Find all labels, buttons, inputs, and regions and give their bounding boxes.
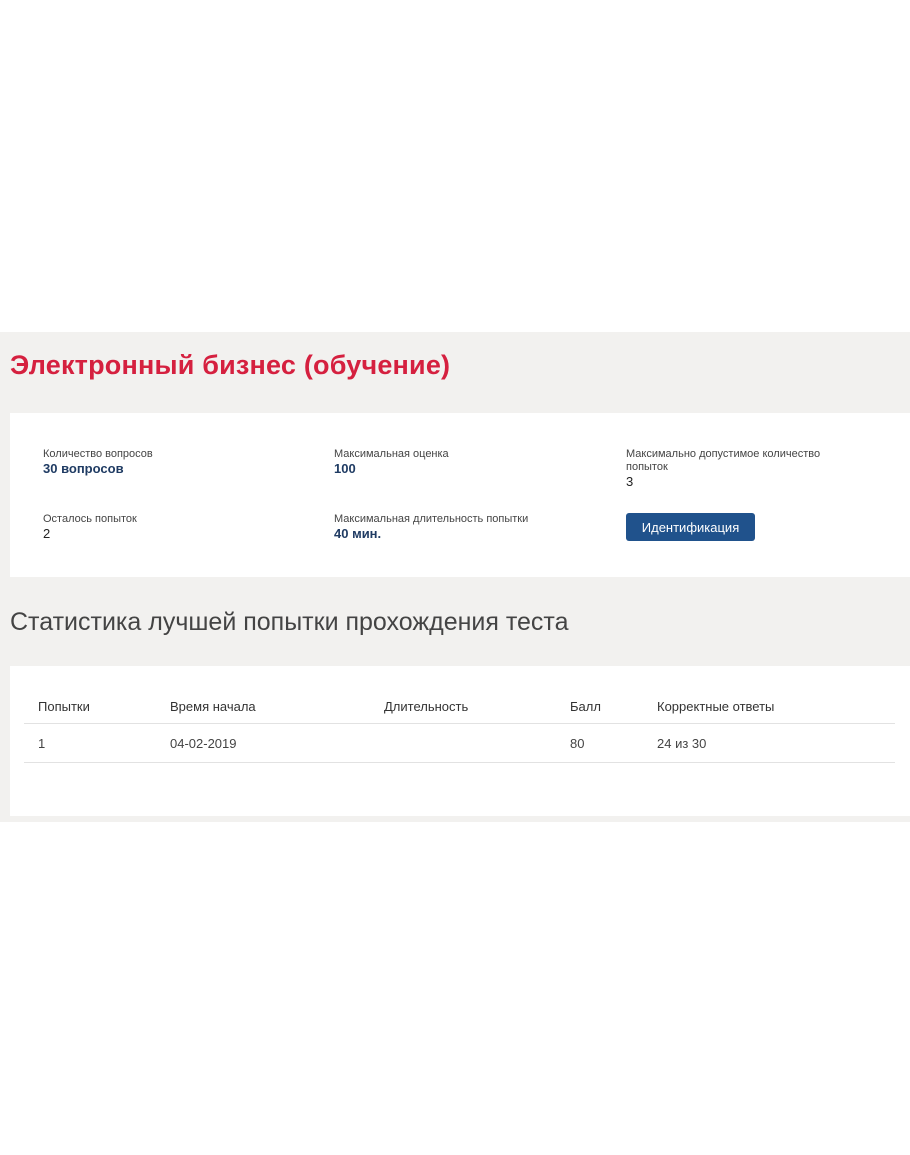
max-score-value: 100 <box>334 461 356 476</box>
cell-start-time: 04-02-2019 <box>156 724 370 763</box>
questions-count-value: 30 вопросов <box>43 461 124 476</box>
max-attempts-block <box>626 448 841 490</box>
column-header-duration: Длительность <box>370 690 556 724</box>
max-duration-label: Максимальная длительность попытки <box>334 513 529 525</box>
max-duration-block <box>334 513 594 542</box>
max-score-label: Максимальная оценка <box>334 448 449 460</box>
cell-score: 80 <box>556 724 643 763</box>
attempts-left-value: 2 <box>43 526 51 541</box>
table-row <box>24 724 895 763</box>
column-header-score: Балл <box>556 690 643 724</box>
cell-duration <box>370 724 556 763</box>
stats-card <box>10 666 910 816</box>
column-header-correct-answers: Корректные ответы <box>643 690 895 724</box>
cell-correct-answers: 24 из 30 <box>643 724 895 763</box>
max-score-block <box>334 448 594 477</box>
test-info-card <box>10 413 910 577</box>
stats-table <box>24 690 895 763</box>
stats-section-title: Статистика лучшей попытки прохождения теста <box>10 608 569 636</box>
attempts-left-block <box>43 513 303 542</box>
questions-count-label: Количество вопросов <box>43 448 153 460</box>
stats-header-row <box>24 690 895 724</box>
attempts-left-label: Осталось попыток <box>43 513 137 525</box>
column-header-attempts: Попытки <box>24 690 156 724</box>
page-title: Электронный бизнес (обучение) <box>10 350 451 380</box>
max-attempts-label: Максимально допустимое количество попыток <box>626 448 821 473</box>
questions-count-block <box>43 448 303 477</box>
max-duration-value: 40 мин. <box>334 526 382 541</box>
cell-attempt: 1 <box>24 724 156 763</box>
identification-button[interactable]: Идентификация <box>626 513 755 541</box>
max-attempts-value: 3 <box>626 474 634 489</box>
column-header-start-time: Время начала <box>156 690 370 724</box>
